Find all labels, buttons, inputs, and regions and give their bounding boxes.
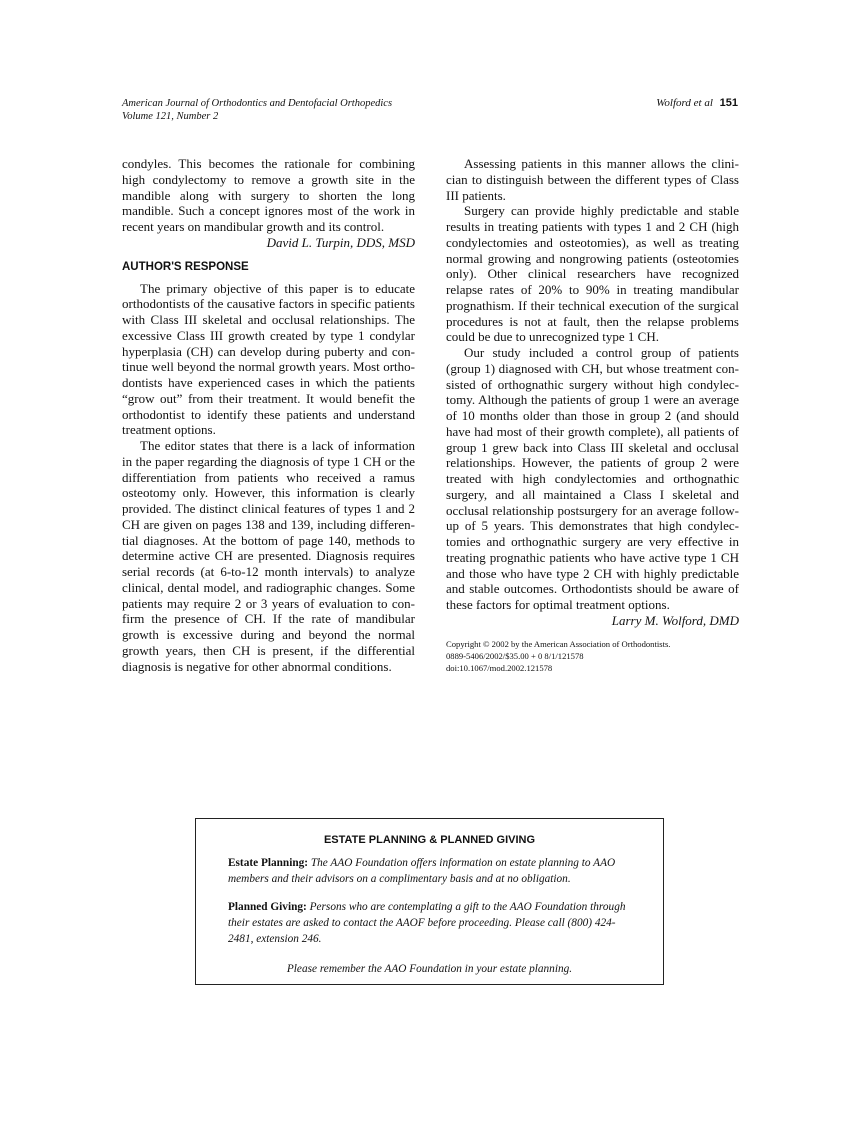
text-line: firm the presence of CH. If the rate of mandibular bbox=[122, 611, 415, 627]
right-column bbox=[446, 156, 739, 674]
text-line: “grow out” from their treatment. It would benefit the bbox=[122, 390, 415, 406]
notice-title: ESTATE PLANNING & PLANNED GIVING bbox=[323, 834, 536, 846]
text-line: growth is excessive during and beyond the normal bbox=[122, 627, 415, 642]
running-authors: Wolford et al bbox=[656, 97, 713, 109]
text-line: provided. The distinct clinical features of types 1 and 2 bbox=[122, 501, 415, 516]
text-line: normal growing and nongrowing patients (osteotomies bbox=[446, 250, 739, 266]
text-line: The editor states that there is a lack of information bbox=[140, 438, 415, 453]
text-line: III patients. bbox=[446, 187, 506, 203]
section-heading: AUTHOR'S RESPONSE bbox=[122, 260, 249, 273]
paragraph bbox=[122, 156, 415, 235]
text-line: recent years on mandibular growth and its control. bbox=[122, 219, 385, 234]
text-line: mandible. Such a concept ignores most of the work in bbox=[122, 203, 415, 219]
text-line: with Class III skeletal and occlusal relationships. The bbox=[122, 312, 415, 327]
volume-info: Volume 121, Number 2 bbox=[122, 111, 219, 122]
text-line: mandible along with surgery to shorten the long bbox=[122, 187, 415, 203]
editor-signature: David L. Turpin, DDS, MSD bbox=[266, 234, 415, 250]
text-line: condylectomies and osteotomies), as well as treating bbox=[446, 234, 739, 250]
text-line: tomies and orthognathic surgery are very effective in bbox=[446, 534, 739, 549]
text-line: Surgery can provide highly predictable and stable bbox=[464, 203, 739, 219]
text-line: excessive Class III growth created by type 1 condylar bbox=[122, 327, 415, 343]
text-line: these factors for optimal treatment options. bbox=[446, 597, 670, 612]
text-line: The primary objective of this paper is to educate bbox=[140, 280, 415, 296]
text-line: hyperplasia (CH) can develop during puberty and con- bbox=[122, 343, 415, 359]
estate-planning-notice bbox=[195, 818, 664, 985]
text-line: results in treating patients with types 1 and 2 CH (high bbox=[446, 219, 739, 234]
text-line: differentiation from patients who received a ramus bbox=[122, 469, 415, 485]
text-line: treatment options. bbox=[122, 422, 216, 438]
text-line: (group 1) diagnosed with CH, but whose treatment con- bbox=[446, 360, 739, 376]
text-line: Our study included a control group of patients bbox=[464, 345, 739, 360]
text-line: cian to distinguish between the different types of Class bbox=[446, 171, 739, 187]
text-line: condyles. This becomes the rationale for combining bbox=[122, 156, 415, 171]
paragraph bbox=[446, 156, 739, 203]
text-line: of 10 months older than those in group 2 (and should bbox=[446, 408, 739, 423]
running-header-right bbox=[656, 97, 738, 110]
text-line: tinue well beyond the normal growth years. Most ortho- bbox=[122, 359, 415, 375]
text-line: only). Other clinical researchers have recognized bbox=[446, 266, 739, 282]
text-line: orthodontists of the causative factors in specific patients bbox=[122, 296, 415, 312]
text-line: patients may require 2 or 3 years of evaluation to con- bbox=[122, 595, 415, 611]
left-column bbox=[122, 156, 415, 674]
estate-label: Estate Planning: bbox=[228, 857, 309, 869]
text-line: serial records (at 6-to-12 month intervals) to analyze bbox=[122, 564, 415, 579]
text-line: treating prognathic patients who have active type 1 CH bbox=[446, 549, 739, 565]
copyright-notice bbox=[446, 638, 739, 674]
page-number: 151 bbox=[719, 97, 738, 109]
paragraph bbox=[122, 281, 415, 439]
text-line: sisted of orthognathic surgery without high condylec- bbox=[446, 376, 739, 392]
planned-giving-paragraph bbox=[228, 899, 633, 947]
text-line: in the paper regarding the diagnosis of type 1 CH or the bbox=[122, 453, 415, 469]
text-line: relapse rates of 20% to 90% in treating mandibular bbox=[446, 282, 739, 297]
doi-line: doi:10.1067/mod.2002.121578 bbox=[446, 662, 553, 673]
text-line: high condylectomy to remove a growth site in the bbox=[122, 171, 415, 187]
text-line: group 1 grew back into Class III skeletal and occlusal bbox=[446, 439, 739, 455]
text-line: clinical, dental model, and radiographic changes. Some bbox=[122, 579, 415, 595]
paragraph bbox=[446, 203, 739, 345]
estate-planning-paragraph bbox=[228, 855, 633, 887]
estate-text: The AAO Foundation offers information on estate planning to AAO members and their advisors on a complimentary basis and at no obligation. bbox=[228, 857, 616, 885]
text-line: tomy. Although the patients of group 1 were an average bbox=[446, 392, 739, 408]
text-line: and those who have type 2 CH with highly predictable bbox=[446, 565, 739, 581]
text-line: dontists have experienced cases in which the patients bbox=[122, 375, 415, 390]
text-line: determine active CH are presented. Diagnosis requires bbox=[122, 548, 415, 564]
copyright-line: Copyright © 2002 by the American Association of Orthodontists. bbox=[446, 638, 671, 649]
text-line: prognathism. If their technical execution of the surgical bbox=[446, 297, 739, 313]
journal-title: American Journal of Orthodontics and Dentofacial Orthopedics bbox=[122, 98, 393, 109]
text-line: growth years, then CH is present, if the differential bbox=[122, 642, 415, 658]
text-line: relationships. However, the patients of group 2 were bbox=[446, 455, 739, 471]
text-line: treated with high condylectomies and orthognathic bbox=[446, 471, 739, 486]
text-line: osteotomy only. However, this information is clearly bbox=[122, 485, 415, 501]
text-line: could be due to unrecognized type 1 CH. bbox=[446, 329, 659, 345]
text-line: occlusal relationship postsurgery for an average follow- bbox=[446, 502, 739, 518]
notice-closing: Please remember the AAO Foundation in your estate planning. bbox=[286, 963, 573, 975]
text-line: surgery, and all maintained a Class I skeletal and bbox=[446, 486, 739, 502]
text-line: Assessing patients in this manner allows the clini- bbox=[464, 156, 739, 171]
paragraph bbox=[122, 438, 415, 674]
text-line: diagnosis is negative for other abnormal conditions. bbox=[122, 658, 392, 674]
author-signature: Larry M. Wolford, DMD bbox=[611, 612, 739, 628]
giving-label: Planned Giving: bbox=[228, 901, 307, 913]
text-line: orthodontist to identify these patients and understand bbox=[122, 406, 415, 422]
text-line: and stable outcomes. Orthodontists should be aware of bbox=[446, 581, 739, 597]
text-line: procedures is not at fault, then the relapse problems bbox=[446, 313, 739, 329]
text-line: up of 5 years. This demonstrates that high condylec- bbox=[446, 518, 739, 534]
text-line: have had most of their growth complete), all patients of bbox=[446, 423, 739, 439]
text-line: CH are given on pages 138 and 139, including differen- bbox=[122, 516, 415, 532]
running-header-left bbox=[122, 97, 392, 123]
giving-text: Persons who are contemplating a gift to the AAO Foundation through their estates are asked to contact the AAOF before proceeding. Please call (800) 424-2481, extension 246. bbox=[228, 901, 626, 945]
text-line: tial diagnoses. At the bottom of page 140, methods to bbox=[122, 532, 415, 548]
issn-line: 0889-5406/2002/$35.00 + 0 8/1/121578 bbox=[446, 650, 584, 661]
paragraph bbox=[446, 345, 739, 613]
